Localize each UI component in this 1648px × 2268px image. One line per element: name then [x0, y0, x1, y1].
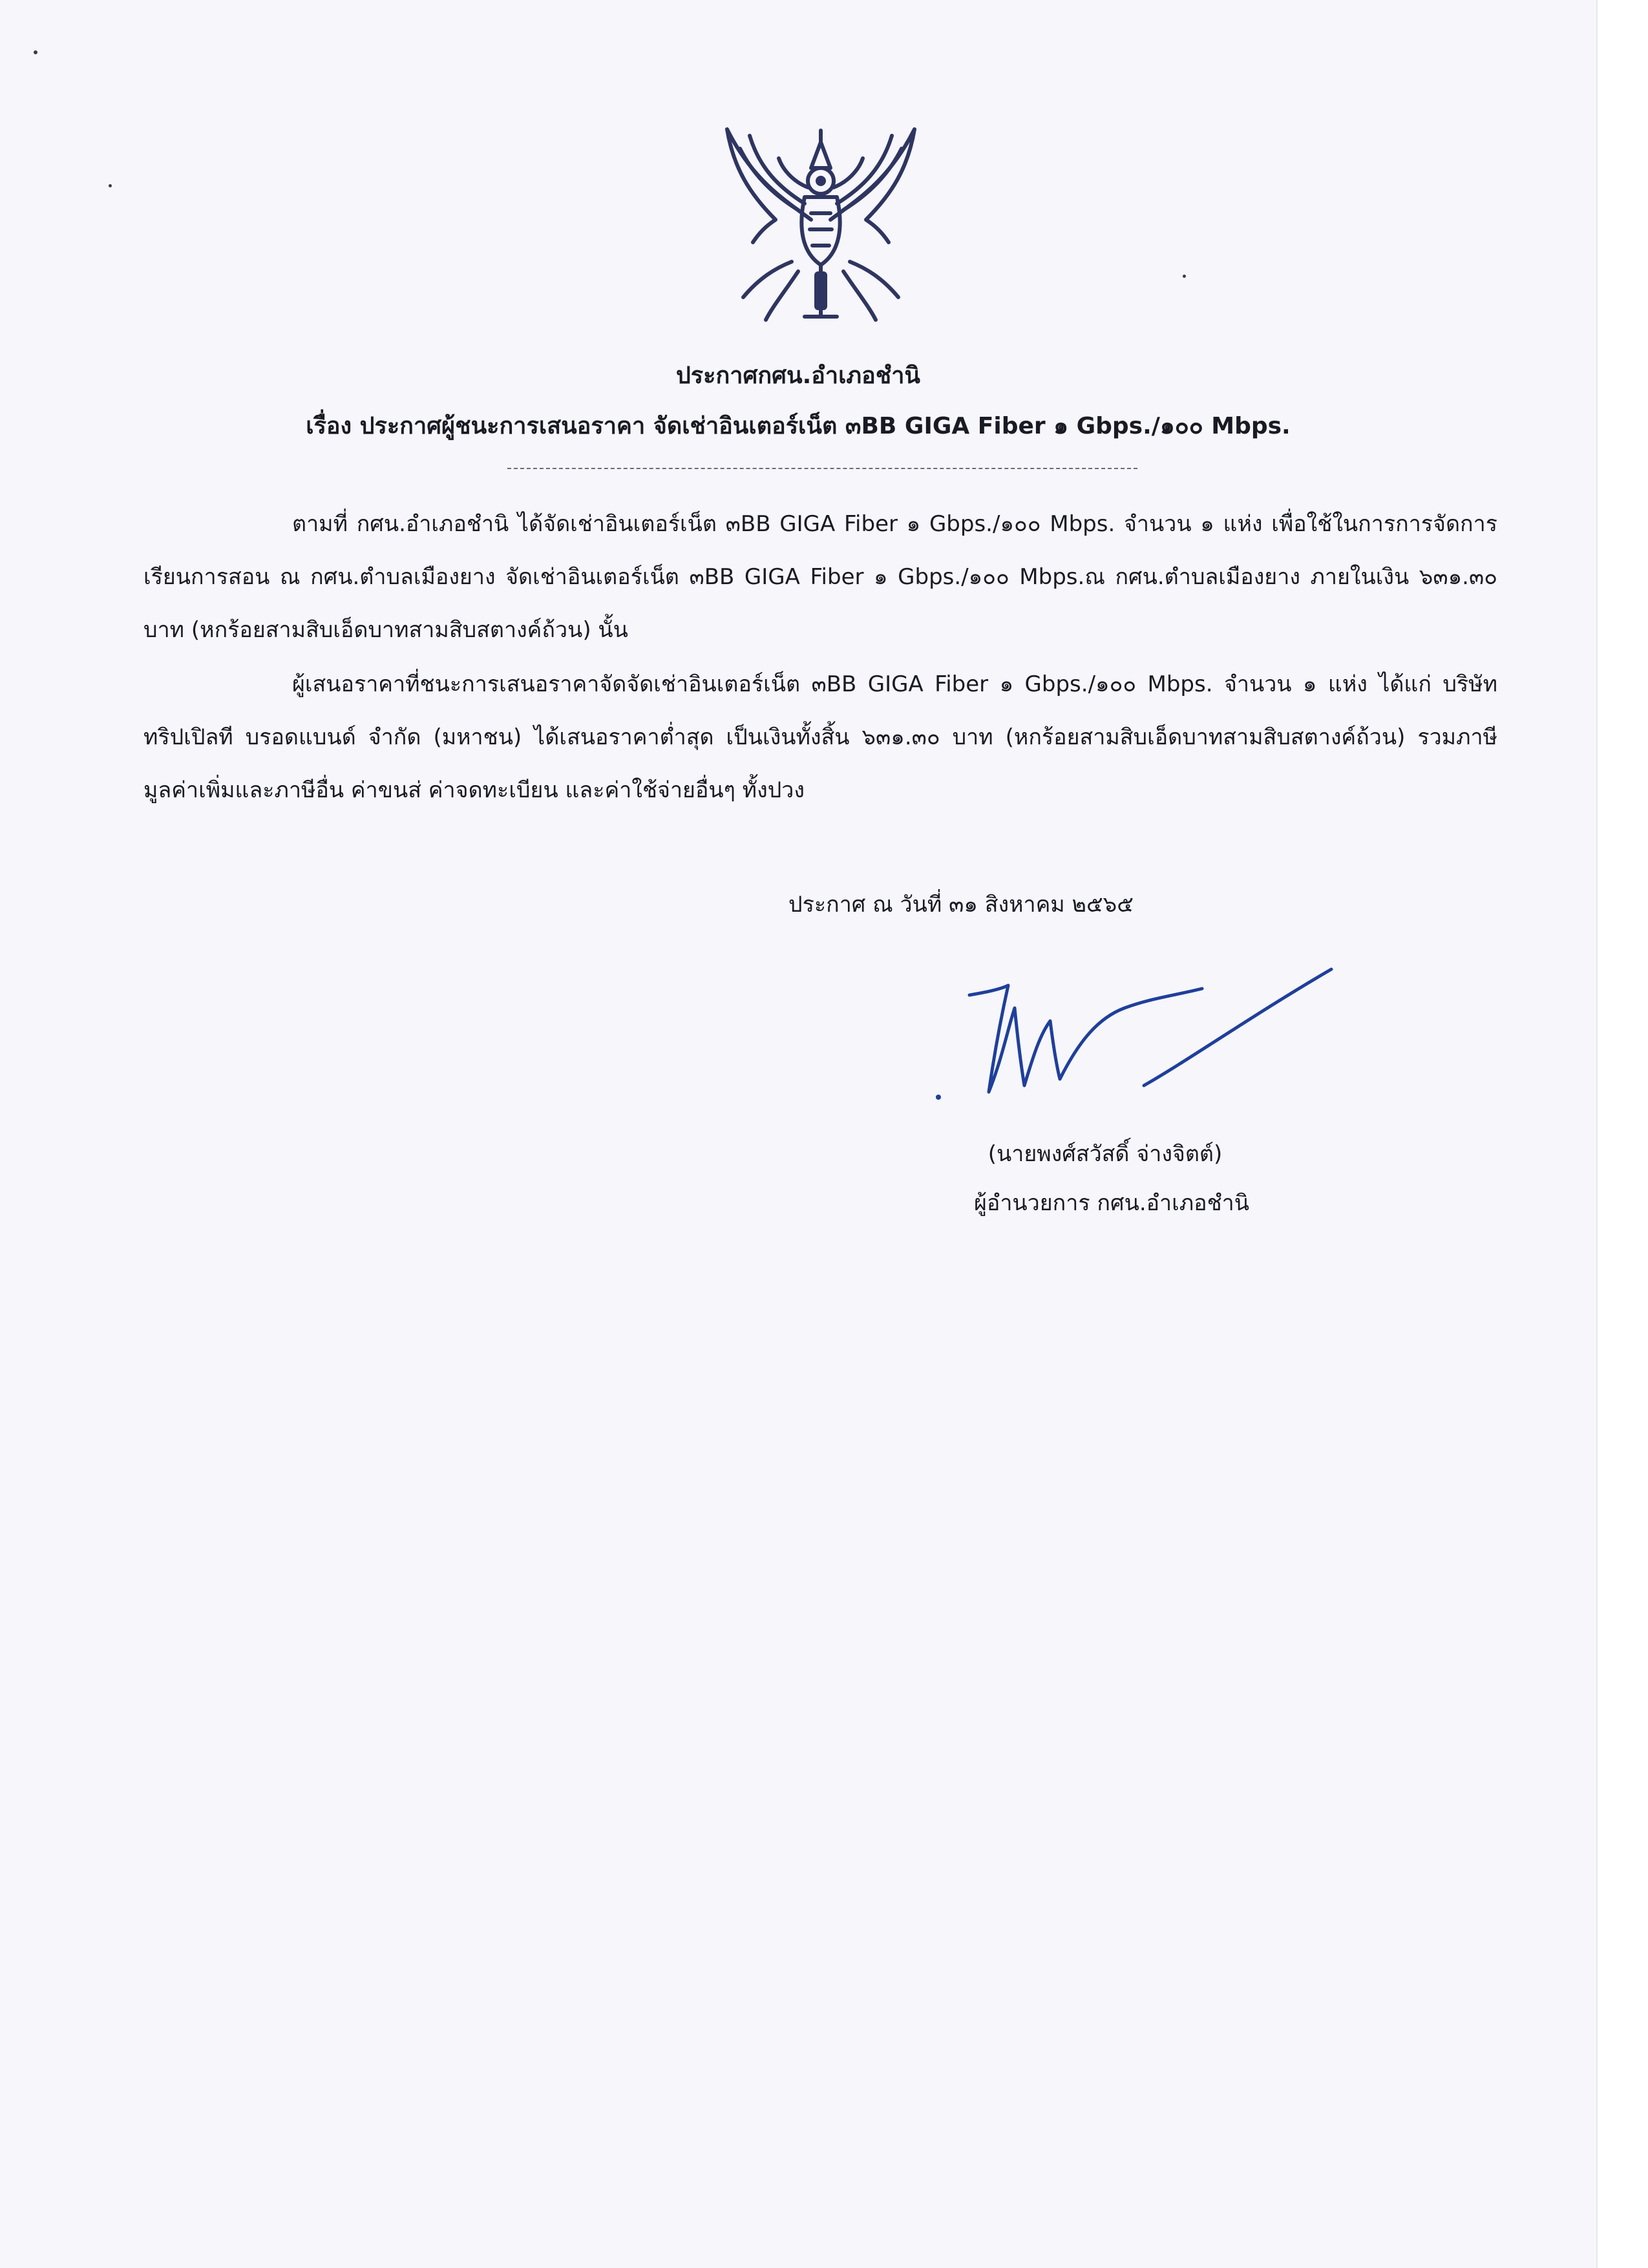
signer-name: (นายพงศ์สวัสดิ์ จ่างจิตต์) [988, 1141, 1223, 1167]
body-paragraph-2: ผู้เสนอราคาที่ชนะการเสนอราคาจัดจัดเช่าอินเตอร์เน็ต ๓BB GIGA Fiber ๑ Gbps./๑๐๐ Mbps. จำนวน ๑ แห่ง ได้แก่ บริษัท ทริปเปิลที บรอดแบนด์ จำกัด (มหาชน) ได้เสนอราคาต่ำสุด เป็นเงินทั้งสิ้น ๖๓๑.๓๐ บาท (หกร้อยสามสิบเอ็ดบาทสามสิบสตางค์ถ้วน) รวมภาษีมูลค่าเพิ่มและภาษีอื่น ค่าขนส่ ค่าจดทะเบียน และค่าใช้จ่ายอื่นๆ ทั้งปวง [143, 671, 1497, 803]
announcement-date: ประกาศ ณ วันที่ ๓๑ สิงหาคม ๒๕๖๕ [788, 892, 1134, 918]
signature-mark [931, 956, 1344, 1111]
announcement-title: ประกาศกศน.อำเภอชำนิ [675, 362, 921, 389]
announcement-subject: เรื่อง ประกาศผู้ชนะการเสนอราคา จัดเช่าอินเตอร์เน็ต ๓BB GIGA Fiber ๑ Gbps./๑๐๐ Mbps. [306, 413, 1291, 439]
body-paragraph-1: ตามที่ กศน.อำเภอชำนิ ได้จัดเช่าอินเตอร์เน็ต ๓BB GIGA Fiber ๑ Gbps./๑๐๐ Mbps. จำนวน ๑ แห่ง เพื่อใช้ในการการจัดการเรียนการสอน ณ กศน.ตำบลเมืองยาง จัดเช่าอินเตอร์เน็ต ๓BB GIGA Fiber ๑ Gbps./๑๐๐ Mbps.ณ กศน.ตำบลเมืองยาง ภายในเงิน ๖๓๑.๓๐ บาท (หกร้อยสามสิบเอ็ดบาทสามสิบสตางค์ถ้วน) นั้น [143, 511, 1497, 643]
scan-speck [1183, 275, 1186, 278]
scan-edge [1596, 0, 1648, 2268]
signer-position: ผู้อำนวยการ กศน.อำเภอชำนิ [973, 1190, 1250, 1216]
scan-speck [109, 184, 112, 187]
garuda-emblem-icon [714, 123, 927, 330]
separator-line [507, 468, 1137, 469]
scan-speck [34, 50, 37, 54]
